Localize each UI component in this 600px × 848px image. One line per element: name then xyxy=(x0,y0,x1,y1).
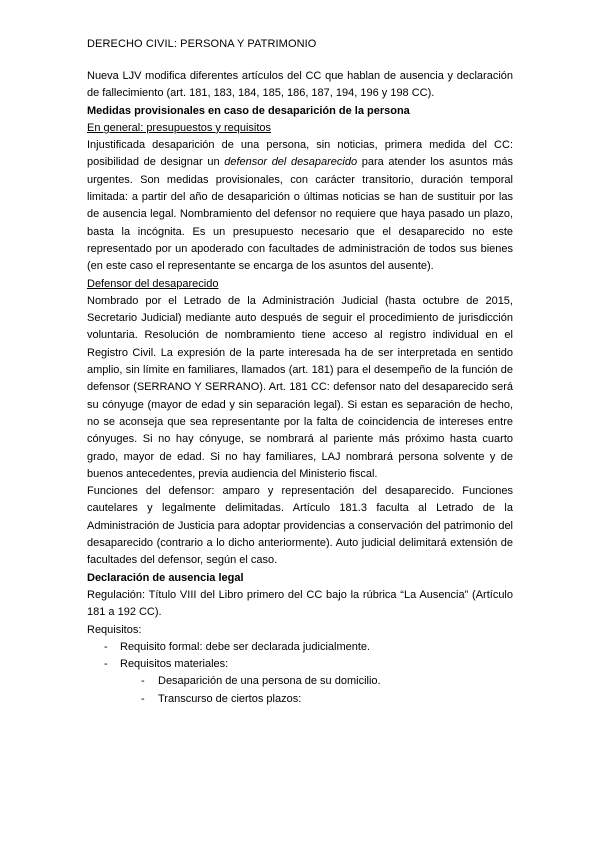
paragraph-regulacion: Regulación: Título VIII del Libro primero del CC bajo la rúbrica “La Ausencia” (Artículo 181 a 192 CC). xyxy=(87,588,513,619)
list-item xyxy=(87,691,513,708)
paragraph-general-em: defensor del desaparecido xyxy=(224,156,358,169)
list-item xyxy=(87,656,513,673)
page-header: DERECHO CIVIL: PERSONA Y PATRIMONIO xyxy=(87,38,317,50)
list-item-text: Requisitos materiales: xyxy=(120,658,229,671)
subheading-defensor: Defensor del desaparecido xyxy=(87,277,219,290)
list-item xyxy=(87,639,513,656)
requisitos-materiales-list xyxy=(87,673,513,708)
section-title-medidas: Medidas provisionales en caso de desaparición de la persona xyxy=(87,104,410,117)
list-item xyxy=(87,673,513,690)
list-item-text: Transcurso de ciertos plazos: xyxy=(158,692,302,705)
intro-paragraph: Nueva LJV modifica diferentes artículos del CC que hablan de ausencia y declaración de fallecimiento (art. 181, 183, 184, 185, 186, 187, 194, 196 y 198 CC). xyxy=(87,70,513,100)
list-dash: - xyxy=(141,692,145,705)
list-item-text: Requisito formal: debe ser declarada judicialmente. xyxy=(120,640,371,653)
requisitos-label: Requisitos: xyxy=(87,623,142,636)
requisitos-list xyxy=(87,639,513,674)
paragraph-general-a: Injustificada desaparición de una persona, sin noticias, primera medida del CC: posibilidad de designar un xyxy=(87,139,513,169)
section-title-ausencia: Declaración de ausencia legal xyxy=(87,571,244,584)
subheading-general: En general: presupuestos y requisitos xyxy=(87,121,272,134)
list-item-text: Desaparición de una persona de su domicilio. xyxy=(158,675,381,688)
paragraph-defensor: Nombrado por el Letrado de la Administración Judicial (hasta octubre de 2015, Secretario Judicial) mediante auto después de seguir el procedimiento de jurisdicción voluntaria. Resolución de nombramiento tiene acceso al registro individual en el Registro Civil. La expresión de la parte interesada ha de ser interpretada en sentido amplio, sin límite en familiares, llamados (art. 181) para el desempeño de la función de defensor (SERRANO Y SERRANO). Art. 181 CC: defensor nato del desaparecido será su cónyuge (mayor de edad y sin separación legal). Si estan es separación de hecho, no se aconseja que sea representante por la falta de coincidencia de intereses entre cónyuges. Si no hay cónyuge, se nombrará al pariente más próximo hasta cuarto grado, mayor de edad. Si no hay familiares, LAJ nombrará persona solvente y de buenos antecedentes, previa audiencia del Ministerio fiscal. xyxy=(87,294,513,480)
list-dash: - xyxy=(104,640,108,653)
paragraph-general xyxy=(87,137,513,275)
document-body xyxy=(87,68,513,708)
paragraph-funciones: Funciones del defensor: amparo y representación del desaparecido. Funciones cautelares y legalmente delimitadas. Artículo 181.3 faculta al Letrado de la Administración de Justicia para adoptar providencias a conservación del patrimonio del desaparecido (contrario a lo dicho anteriormente). Auto judicial delimitará extensión de facultades del defensor, según el caso. xyxy=(87,485,513,567)
paragraph-general-b: para atender los asuntos más urgentes. Son medidas provisionales, con carácter transitorio, duración temporal limitada: a partir del año de desaparición o últimas noticias se han de sustituir por las de ausencia legal. Nombramiento del defensor no requiere que haya pasado un plazo, basta la incógnita. Es un presupuesto necesario que el desaparecido no este representado por un apoderado con facultades de administración de todos sus bienes (en este caso el representante se encarga de los asuntos del ausente). xyxy=(87,156,513,273)
list-dash: - xyxy=(141,675,145,688)
list-dash: - xyxy=(104,658,108,671)
